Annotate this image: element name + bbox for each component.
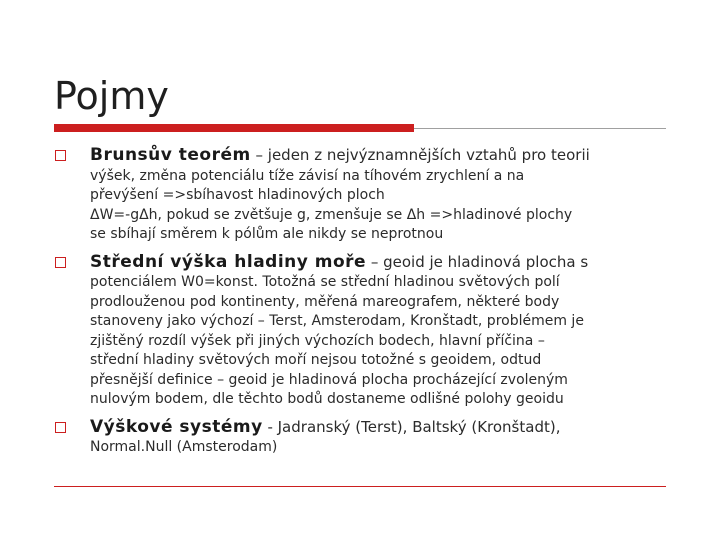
bullet-item-brunsuv-teorem bbox=[54, 146, 674, 245]
bullet-item-stredni-vyska bbox=[54, 253, 674, 410]
bullet-first-line bbox=[90, 253, 674, 274]
bullet-lead-text: - Jadranský (Terst), Baltský (Kronštadt), bbox=[262, 417, 561, 436]
square-bullet-icon bbox=[55, 150, 66, 161]
slide-title: Pojmy bbox=[54, 74, 169, 118]
bullet-heading: Výškové systémy bbox=[90, 416, 263, 437]
bullet-text-line: potenciálem W0=konst. Totožná se střední hladinou světových polí bbox=[90, 274, 560, 290]
bullet-lead-text: – geoid je hladinová plocha s bbox=[366, 252, 589, 271]
bullet-text-line: Normal.Null (Amsterodam) bbox=[90, 439, 278, 455]
bullet-item-vyskove-systemy bbox=[54, 418, 674, 458]
bullet-text-line: stanoveny jako výchozí – Terst, Amsterodam, Kronštadt, problémem je bbox=[90, 313, 584, 329]
bullet-text-line: prodlouženou pod kontinenty, měřená mareografem, některé body bbox=[90, 293, 560, 310]
bullet-first-line bbox=[90, 146, 674, 167]
bullet-heading: Střední výška hladiny moře bbox=[90, 251, 367, 272]
bullet-text-line: převýšení =>sbíhavost hladinových ploch bbox=[90, 187, 385, 203]
bullet-list bbox=[54, 146, 674, 458]
bullet-lead-text: – jeden z nejvýznamnějších vztahů pro teorii bbox=[250, 146, 590, 164]
footer-rule bbox=[54, 486, 666, 487]
square-bullet-icon bbox=[55, 422, 66, 433]
title-underline-red bbox=[54, 124, 414, 132]
bullet-text-line: přesnější definice – geoid je hladinová plocha procházející zvoleným bbox=[90, 371, 568, 388]
bullet-text-line: se sbíhají směrem k pólům ale nikdy se neprotnou bbox=[90, 226, 444, 242]
square-bullet-icon bbox=[55, 257, 66, 268]
bullet-text-line: nulovým bodem, dle těchto bodů dostaneme odlišné polohy geoidu bbox=[90, 391, 564, 407]
bullet-text-line: výšek, změna potenciálu tíže závisí na tíhovém zrychlení a na bbox=[90, 167, 525, 184]
bullet-text-line: ΔW=-gΔh, pokud se zvětšuje g, zmenšuje se Δh =>hladinové plochy bbox=[90, 206, 573, 223]
bullet-text-line: zjištěný rozdíl výšek při jiných výchozích bodech, hlavní příčina – bbox=[90, 332, 545, 349]
bullet-first-line bbox=[90, 418, 674, 439]
bullet-heading: Brunsův teorém bbox=[90, 145, 251, 165]
bullet-text-line: střední hladiny světových moří nejsou totožné s geoidem, odtud bbox=[90, 352, 542, 368]
